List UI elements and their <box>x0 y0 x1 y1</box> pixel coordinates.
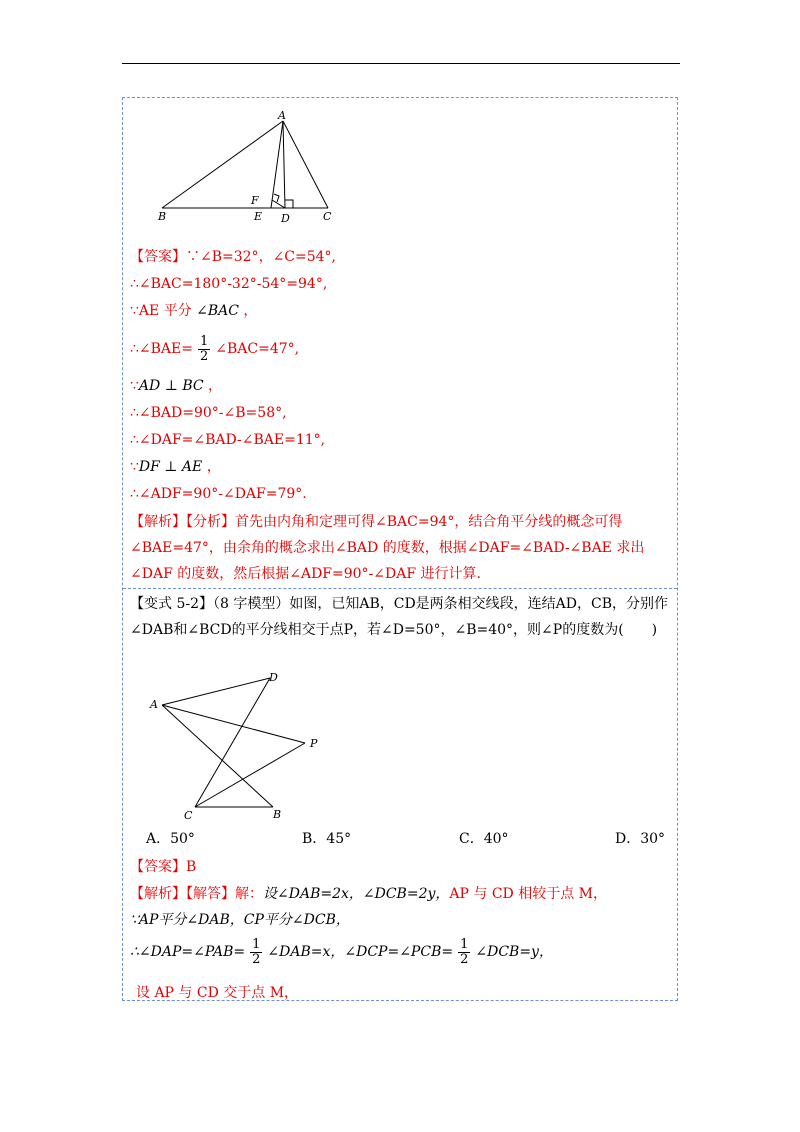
answer2-line3: ∴∠DAP=∠PAB= $\frac{1}{2}$ ∠DAB=x，∠DCP=∠PCB= $\frac{1}{2}$ ∠DCB=y， <box>130 936 553 967</box>
section-divider <box>123 588 677 589</box>
fraction-half: $\frac{1}{2}$ <box>200 333 209 364</box>
label-f: F <box>251 194 259 207</box>
answer1-line5: ∵AD ⊥ BC ， <box>130 378 223 394</box>
fraction-half-1: $\frac{1}{2}$ <box>252 936 261 967</box>
label-c: C <box>323 210 332 223</box>
segment-ab <box>162 705 273 807</box>
analysis-paragraph: 【解析】【分析】首先由内角和定理可得∠BAC=94°，结合角平分线的概念可得∠BAE=47°，由余角的概念求出∠BAD 的度数，根据∠DAF=∠BAD-∠BAE 求出∠DAF 的度数，然后根据∠ADF=90°-∠DAF 进行计算. <box>130 514 645 582</box>
answer1-line7: ∴∠DAF=∠BAD-∠BAE=11°, <box>130 432 326 448</box>
label-d: D <box>269 671 278 684</box>
question-paragraph: 【变式 5-2】（8 字模型）如图，已知AB，CD是两条相交线段，连结AD，CB，分别作∠DAB和∠BCD的平分线相交于点P，若∠D=50°，∠B=40°，则∠P的度数为( ) <box>130 596 669 638</box>
segment-ap <box>162 705 305 743</box>
segment-ac <box>283 121 328 208</box>
answer-tag: 【答案】 <box>130 249 186 265</box>
eight-model-figure <box>145 668 335 823</box>
segment-cd <box>195 678 270 807</box>
answer1-line6: ∴∠BAD=90°-∠B=58°, <box>130 405 287 421</box>
segment-df <box>272 200 285 208</box>
label-c: C <box>184 809 193 822</box>
header-rule <box>122 63 680 64</box>
option-c[interactable]: C．40° <box>459 831 509 847</box>
answer2-line4: 设 AP 与 CD 交于点 M， <box>136 985 299 1001</box>
label-e: E <box>254 210 263 223</box>
segment-ab <box>162 121 283 208</box>
answer2-line1: 【解析】【解答】解：设∠DAB=2x，∠DCB=2y，AP 与 CD 相较于点 M， <box>130 886 607 902</box>
answer1-line1: 【答案】∵∠B=32°，∠C=54°, <box>130 249 337 265</box>
answer1-line8: ∵DF ⊥ AE ， <box>130 459 221 475</box>
right-angle-mark-f <box>274 194 279 202</box>
label-a: A <box>278 109 286 122</box>
answer1-line2: ∴∠BAC=180°-32°-54°=94°, <box>130 276 328 292</box>
option-a[interactable]: A．50° <box>146 831 195 847</box>
triangle-figure-1 <box>150 108 350 228</box>
label-p: P <box>310 737 318 750</box>
label-b: B <box>273 808 282 821</box>
option-b[interactable]: B．45° <box>302 831 352 847</box>
answer2-line2: ∵AP平分∠DAB，CP平分∠DCB， <box>130 912 350 928</box>
segment-ad <box>283 121 285 208</box>
segment-cp <box>195 743 305 807</box>
label-a: A <box>150 698 158 711</box>
label-b: B <box>158 210 167 223</box>
segment-ad <box>162 678 270 705</box>
answer2-tag: 【答案】B <box>130 859 197 875</box>
right-angle-mark-d <box>285 200 293 208</box>
label-d: D <box>281 212 290 225</box>
option-d[interactable]: D．30° <box>615 831 666 847</box>
answer1-line3: ∵AE 平分 ∠BAC ， <box>130 303 258 319</box>
answer1-line9: ∴∠ADF=90°-∠DAF=79°. <box>130 486 307 502</box>
fraction-half-2: $\frac{1}{2}$ <box>460 936 469 967</box>
answer1-line4: ∴∠BAE= $\frac{1}{2}$ ∠BAC=47°, <box>130 333 300 364</box>
